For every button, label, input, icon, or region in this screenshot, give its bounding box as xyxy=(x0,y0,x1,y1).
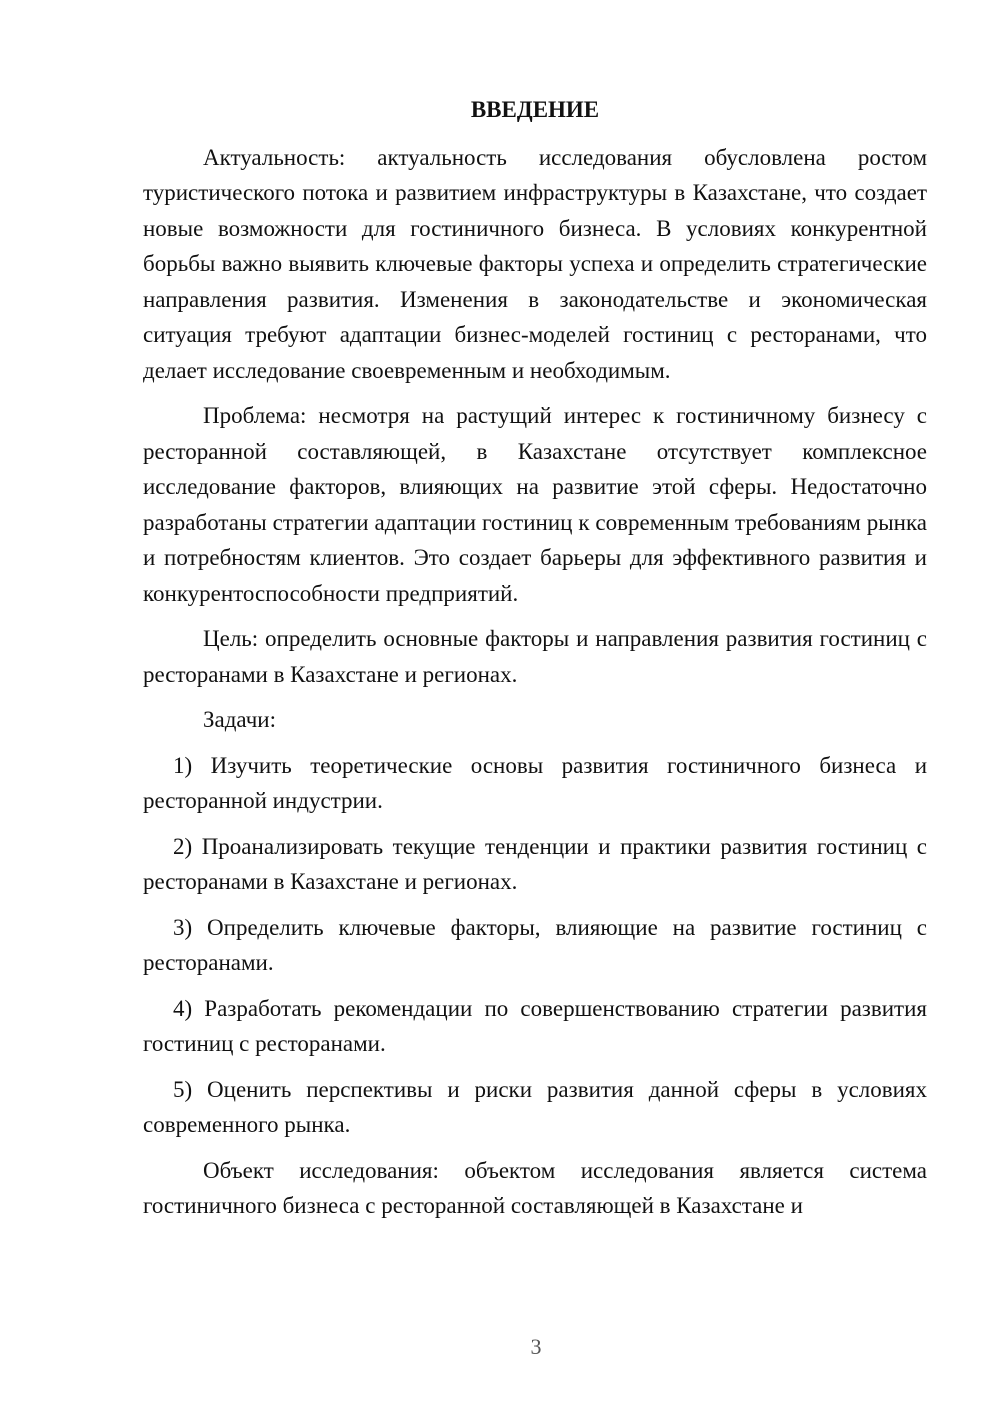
task-item-2: 2) Проанализировать текущие тенденции и практики развития гостиниц с ресторанами в Казахстане и регионах. xyxy=(143,833,927,894)
tasks-label: Задачи: xyxy=(203,707,276,732)
relevance-paragraph: Актуальность: актуальность исследования обусловлена ростом туристического потока и развитием инфраструктуры в Казахстане, что создает новые возможности для гостиничного бизнеса. В условиях конкурентной борьбы важно выявить ключевые факторы успеха и определить стратегические направления развития. Изменения в законодательстве и экономическая ситуация требуют адаптации бизнес-моделей гостиниц с ресторанами, что делает исследование своевременным и необходимым. xyxy=(143,144,927,383)
task-item-5: 5) Оценить перспективы и риски развития данной сферы в условиях современного рынка. xyxy=(143,1076,927,1137)
task-item-1: 1) Изучить теоретические основы развития гостиничного бизнеса и ресторанной индустрии. xyxy=(143,752,927,813)
goal-paragraph: Цель: определить основные факторы и направления развития гостиниц с ресторанами в Казахстане и регионах. xyxy=(143,626,927,687)
page-content xyxy=(143,92,927,1234)
task-item-3: 3) Определить ключевые факторы, влияющие на развитие гостиниц с ресторанами. xyxy=(143,914,927,975)
page-number: 3 xyxy=(530,1334,542,1359)
problem-paragraph: Проблема: несмотря на растущий интерес к гостиничному бизнесу с ресторанной составляющей, в Казахстане отсутствует комплексное исследование факторов, влияющих на развитие этой сферы. Недостаточно разработаны стратегии адаптации гостиниц к современным требованиям рынка и потребностям клиентов. Это создает барьеры для эффективного развития и конкурентоспособности предприятий. xyxy=(143,403,927,606)
task-item-4: 4) Разработать рекомендации по совершенствованию стратегии развития гостиниц с ресторанами. xyxy=(143,995,927,1056)
object-paragraph: Объект исследования: объектом исследования является система гостиничного бизнеса с ресторанной составляющей в Казахстане и xyxy=(143,1157,927,1218)
section-heading: ВВЕДЕНИЕ xyxy=(470,97,600,122)
